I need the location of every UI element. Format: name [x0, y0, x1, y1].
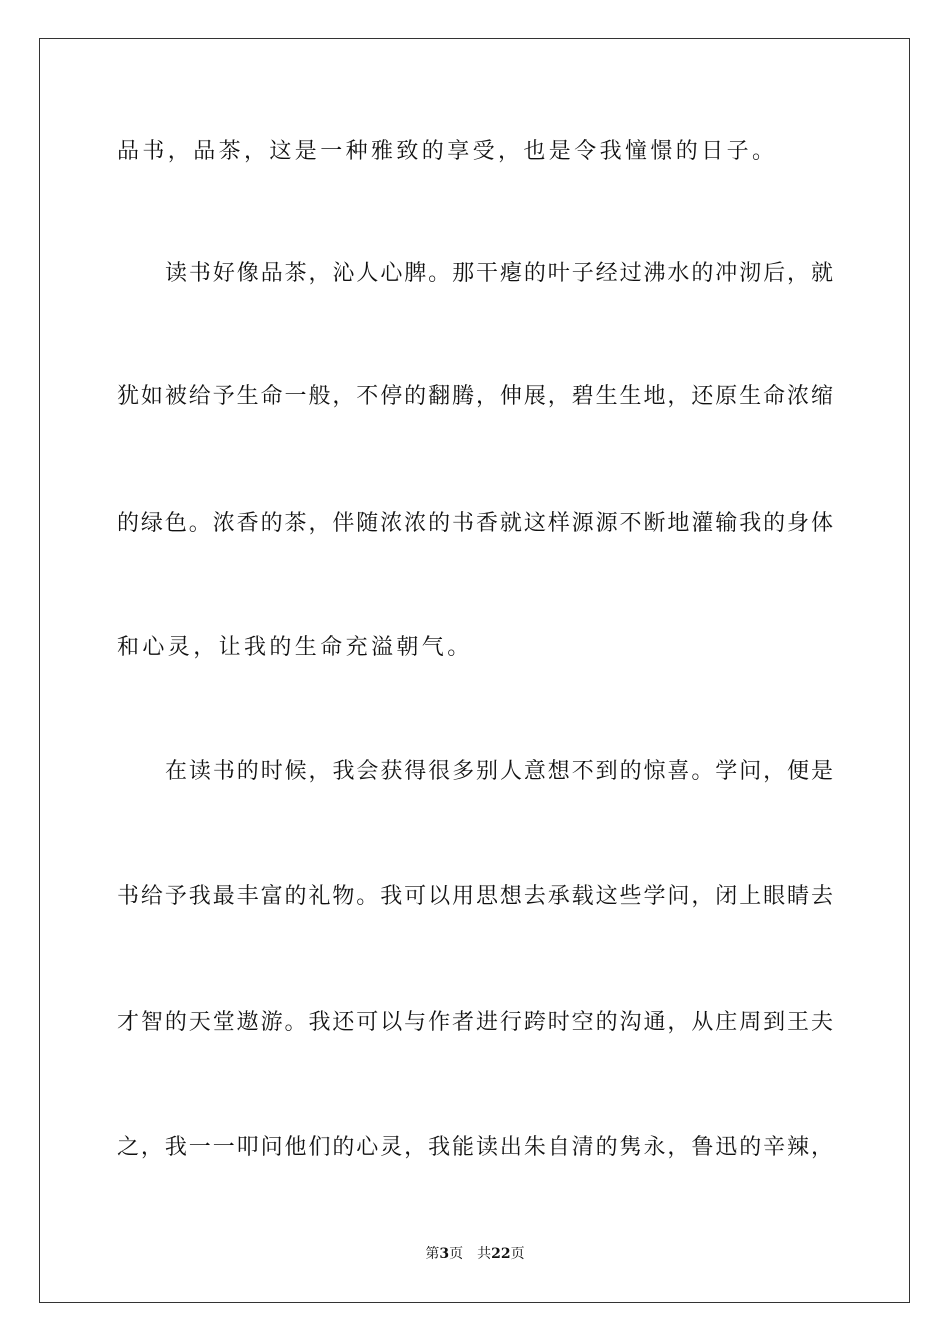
footer-page-suffix: 页	[449, 1246, 464, 1262]
page-border	[39, 38, 910, 1303]
paragraph-line-3: 犹如被给予生命一般，不停的翻腾，伸展，碧生生地，还原生命浓缩	[117, 384, 833, 409]
footer-total-prefix: 共	[477, 1246, 492, 1262]
paragraph-line-6: 在读书的时候，我会获得很多别人意想不到的惊喜。学问，便是	[165, 759, 833, 784]
page-footer	[0, 1244, 950, 1264]
paragraph-line-7: 书给予我最丰富的礼物。我可以用思想去承载这些学问，闭上眼睛去	[117, 884, 833, 909]
paragraph-line-2: 读书好像品茶，沁人心脾。那干瘪的叶子经过沸水的冲沏后，就	[165, 261, 833, 286]
footer-page-number: 3	[439, 1246, 450, 1262]
footer-page-prefix: 第	[425, 1246, 440, 1262]
paragraph-line-8: 才智的天堂遨游。我还可以与作者进行跨时空的沟通，从庄周到王夫	[117, 1010, 833, 1035]
paragraph-line-9: 之，我一一叩问他们的心灵，我能读出朱自清的隽永，鲁迅的辛辣，	[117, 1135, 833, 1160]
footer-total-pages: 22	[491, 1246, 511, 1262]
paragraph-line-4: 的绿色。浓香的茶，伴随浓浓的书香就这样源源不断地灌输我的身体	[117, 511, 833, 536]
paragraph-line-1: 品书，品茶，这是一种雅致的享受，也是令我憧憬的日子。	[117, 139, 778, 164]
footer-total-suffix: 页	[510, 1246, 525, 1262]
paragraph-line-5: 和心灵，让我的生命充溢朝气。	[117, 635, 473, 660]
